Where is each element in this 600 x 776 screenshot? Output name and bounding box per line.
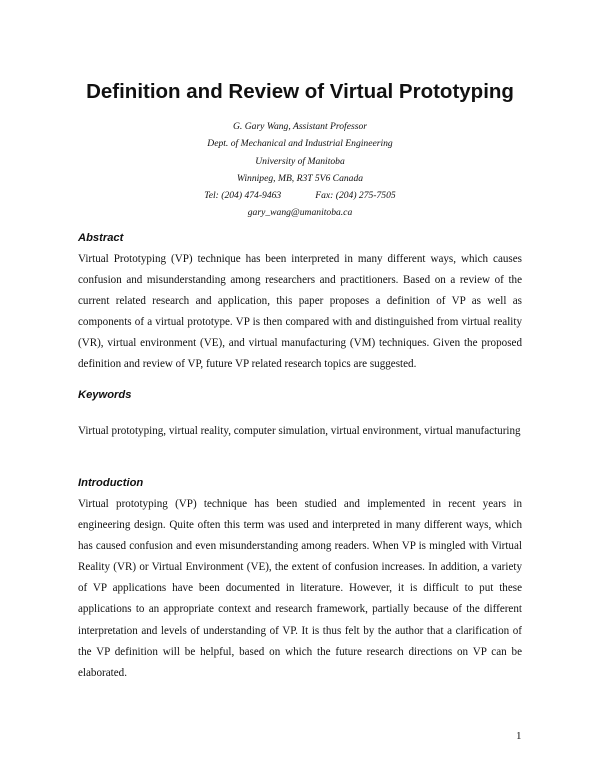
author-city: Winnipeg, MB, R3T 5V6 Canada bbox=[236, 172, 364, 184]
author-contact-line bbox=[0, 187, 600, 204]
keywords-text: Virtual prototyping, virtual reality, computer simulation, virtual environment, virtual manufacturing bbox=[78, 425, 521, 437]
author-tel: Tel: (204) 474-9463 bbox=[204, 190, 282, 202]
author-name: G. Gary Wang, Assistant Professor bbox=[233, 121, 367, 132]
introduction-heading: Introduction bbox=[78, 477, 144, 489]
paper-title: Definition and Review of Virtual Prototyping bbox=[86, 80, 514, 103]
author-email: gary_wang@umanitoba.ca bbox=[247, 207, 353, 219]
abstract-heading: Abstract bbox=[78, 232, 124, 244]
author-department: Dept. of Mechanical and Industrial Engineering bbox=[207, 138, 393, 150]
keywords-heading: Keywords bbox=[78, 389, 132, 401]
author-university: University of Manitoba bbox=[255, 155, 345, 167]
page-number: 1 bbox=[516, 730, 522, 742]
abstract-text: Virtual Prototyping (VP) technique has been interpreted in many different ways, which causes confusion and misunderstanding among researchers and practitioners. Based on a review of the current related research and application, this paper proposes a definition of VP as well as components of a virtual prototype. VP is then compared with and distinguished from virtual reality (VR), virtual environment (VE), and virtual manufacturing (VM) techniques. Given the proposed definition and review of VP, future VP related research topics are suggested. bbox=[78, 253, 522, 371]
author-block bbox=[0, 118, 600, 222]
author-fax: Fax: (204) 275-7505 bbox=[315, 190, 396, 202]
introduction-text: Virtual prototyping (VP) technique has been studied and implemented in recent years in engineering design. Quite often this term was used and interpreted in many different ways, which has caused confusion and even misunderstanding among readers. When VP is mingled with Virtual Reality (VR) or Virtual Environment (VE), the extent of confusion increases. In addition, a variety of VP applications have been documented in literature. However, it is difficult to put these applications to an appropriate context and research framework, partially because of the different interpretation and levels of understanding of VP. It is thus felt by the author that a clarification of the VP definition will be helpful, based on which the future research directions on VP can be elaborated. bbox=[78, 498, 522, 679]
